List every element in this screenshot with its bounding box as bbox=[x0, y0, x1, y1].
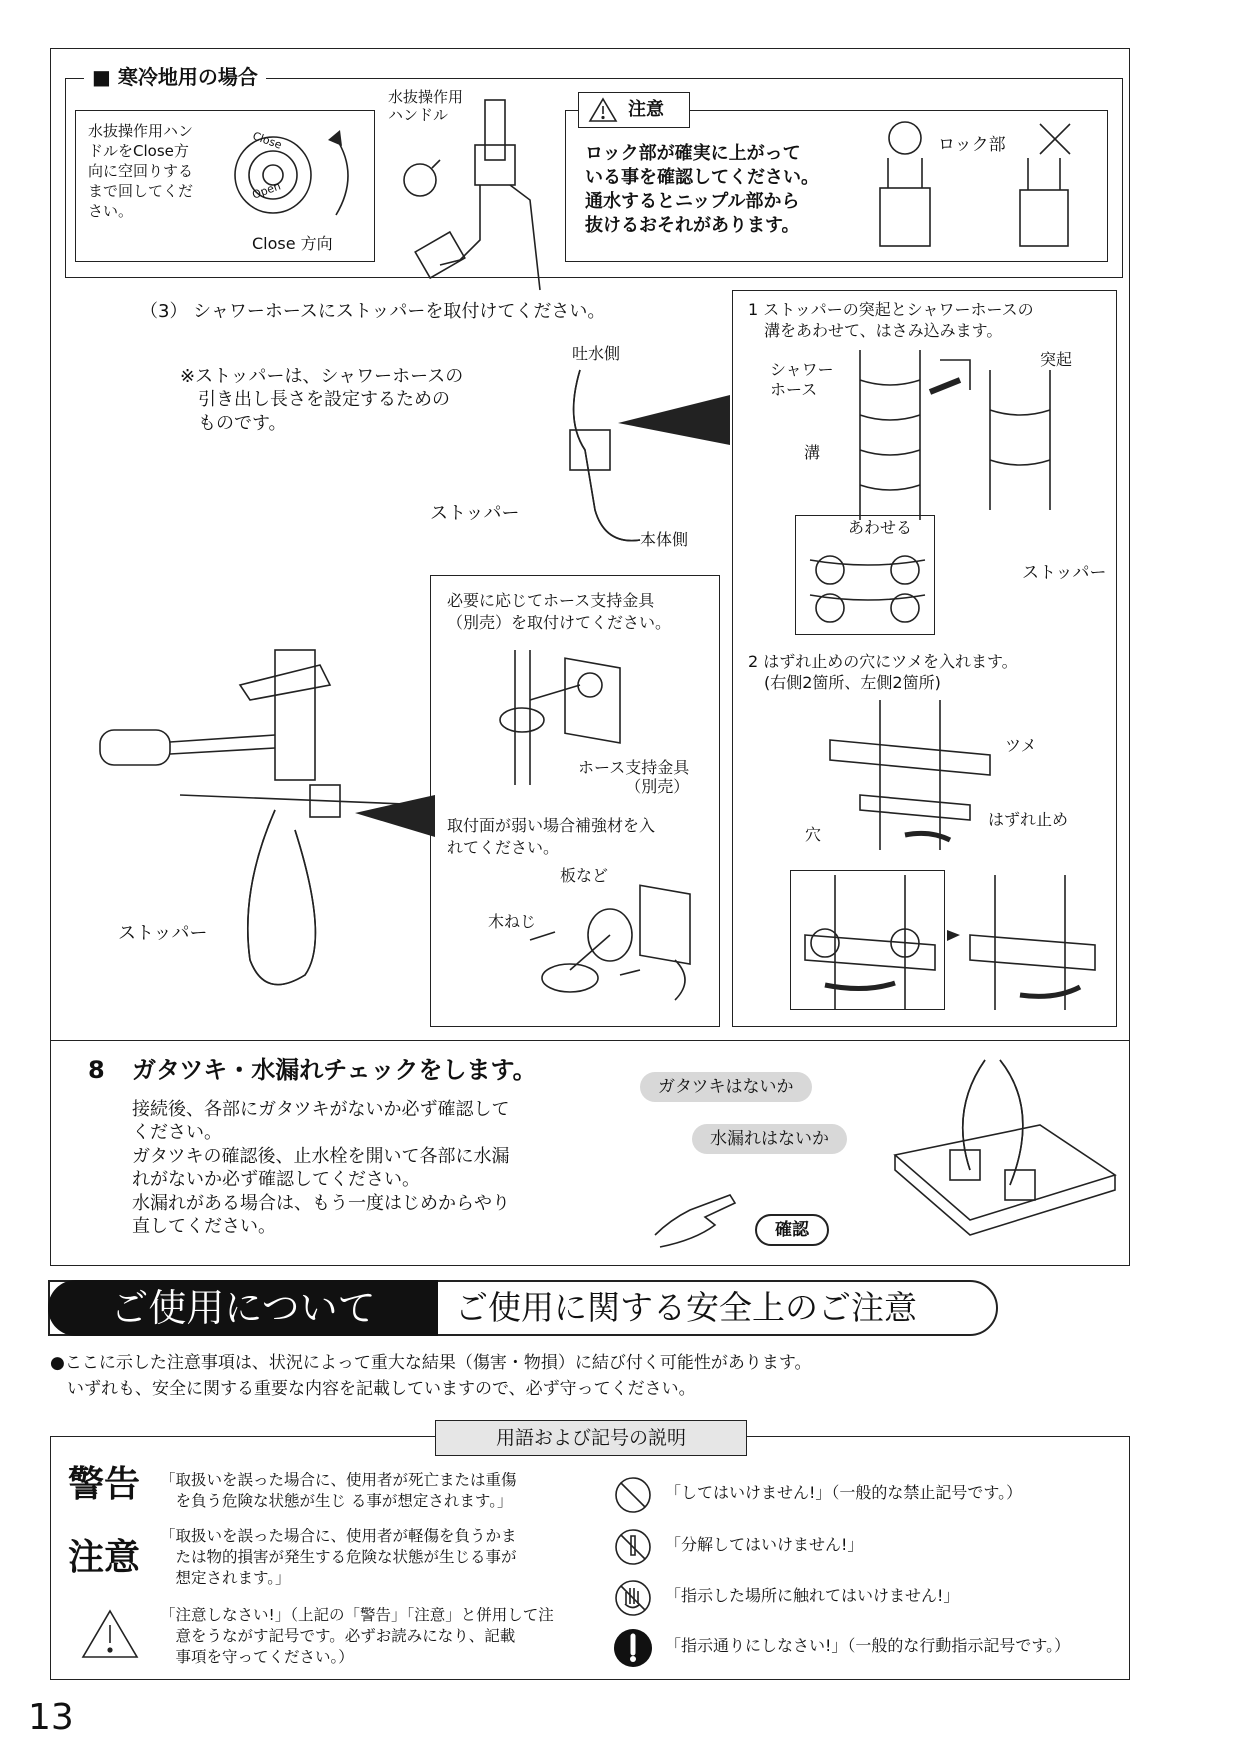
pointing-hand-icon bbox=[650, 1185, 740, 1250]
rattle-check-bubble: ガタツキはないか bbox=[640, 1072, 812, 1102]
step8-text: 接続後、各部にガタツキがないか必ず確認して ください。 ガタツキの確認後、止水栓を開いて各部に水漏 れがないか必ず確認してください。 水漏れがある場合は、もう一度はじめからやり 直してください。 bbox=[132, 1099, 510, 1237]
mandatory-icon bbox=[613, 1628, 653, 1668]
usage-title: ご使用に関する安全上のご注意 bbox=[455, 1288, 917, 1327]
mandatory-text: 「指示通りにしなさい!」（一般的な行動指示記号です。） bbox=[665, 1636, 1071, 1655]
align-label: あわせる bbox=[848, 518, 913, 537]
stopper-label-1: ストッパー bbox=[430, 503, 520, 524]
pointer-triangle-2 bbox=[355, 795, 435, 845]
valve-check-illustration bbox=[890, 1050, 1120, 1250]
caution-text: 「取扱いを誤った場合に、使用者が軽傷を負うかま たは物的損害が発生する危険な状態が生じる事が 想定されます。」 bbox=[160, 1527, 517, 1587]
bracket-text: 必要に応じてホース支持金具 （別売）を取付けてください。 bbox=[447, 591, 672, 632]
caution-badge-text: 注意 bbox=[628, 99, 664, 120]
page-number: 13 bbox=[28, 1697, 74, 1738]
confirm-badge: 確認 bbox=[755, 1214, 829, 1246]
close-direction-label: Close 方向 bbox=[252, 234, 333, 253]
warning-triangle-icon bbox=[588, 97, 618, 123]
lock-part-label: ロック部 bbox=[938, 135, 1006, 155]
cold-region-heading: ■ 寒冷地用の場合 bbox=[84, 64, 266, 90]
lock-caution-text: ロック部が確実に上がって いる事を確認してください。 通水するとニップル部から 抜けるおそれがあります。 bbox=[585, 143, 819, 236]
align-detail-illustration bbox=[800, 540, 935, 635]
screw-label: 木ねじ bbox=[488, 912, 537, 931]
drain-handle-label: 水抜操作用 ハンドル bbox=[388, 88, 464, 124]
step8-divider bbox=[50, 1040, 1130, 1041]
no-disassemble-icon bbox=[613, 1527, 653, 1567]
step8-number: 8 bbox=[88, 1056, 105, 1084]
close-dial-illustration bbox=[228, 120, 368, 250]
warning-word: 警告 bbox=[68, 1464, 141, 1505]
no-touch-text: 「指示した場所に触れてはいけません!」 bbox=[665, 1586, 960, 1605]
attention-triangle-icon bbox=[80, 1608, 140, 1660]
shower-hose-label: シャワー ホース bbox=[770, 360, 834, 399]
legend-title: 用語および記号の説明 bbox=[435, 1420, 747, 1456]
board-label: 板など bbox=[560, 866, 609, 885]
hose-stopper-illustration bbox=[560, 360, 680, 550]
reinforcement-illustration bbox=[525, 860, 700, 1010]
dial-close-text: Close bbox=[250, 129, 284, 152]
no-touch-icon bbox=[613, 1578, 653, 1618]
stopper-assembly-illustration bbox=[850, 350, 1080, 520]
detail-step2-text: 2 はずれ止めの穴にツメを入れます。 (右側2箇所、左側2箇所) bbox=[748, 652, 1018, 692]
claw-inset-illustration bbox=[795, 875, 1095, 1015]
warning-text: 「取扱いを誤った場合に、使用者が死亡または重傷 を負う危険な状態が生じ る事が想定されます。」 bbox=[160, 1471, 517, 1510]
leak-check-bubble: 水漏れはないか bbox=[692, 1124, 847, 1154]
detail-stopper-label: ストッパー bbox=[1022, 563, 1107, 583]
pointer-triangle-1 bbox=[618, 395, 733, 445]
drain-valve-illustration bbox=[380, 90, 560, 280]
hose-bracket-label: ホース支持金具 （別売） bbox=[578, 758, 690, 797]
attention-text: 「注意しなさい!」（上記の「警告」「注意」と併用して注 意をうながす記号です。必ずお読みになり、記載 事項を守ってください。） bbox=[160, 1606, 554, 1666]
caution-word: 注意 bbox=[68, 1537, 141, 1578]
usage-tab: ご使用について bbox=[48, 1280, 438, 1336]
protrusion-label: 突起 bbox=[1040, 350, 1073, 369]
detail-step1-text: 1 ストッパーの突起とシャワーホースの 溝をあわせて、はさみ込みます。 bbox=[748, 300, 1034, 340]
hole-label: 穴 bbox=[805, 825, 822, 844]
groove-label: 溝 bbox=[804, 443, 821, 462]
step3-title: （3） シャワーホースにストッパーを取付けてください。 bbox=[140, 301, 606, 322]
body-side-label: 本体側 bbox=[640, 530, 689, 549]
usage-intro: ●ここに示した注意事項は、状況によって重大な結果（傷害・物損）に結び付く可能性があります。 いずれも、安全に関する重要な内容を記載していますので、必ず守ってください。 bbox=[50, 1353, 812, 1400]
prohibit-icon bbox=[613, 1475, 653, 1515]
reinforce-text: 取付面が弱い場合補強材を入 れてください。 bbox=[447, 816, 656, 857]
retainer-label: はずれ止め bbox=[988, 810, 1069, 829]
handle-instruction-text: 水抜操作用ハン ドルをClose方 向に空回りする まで回してくだ さい。 bbox=[88, 122, 194, 220]
prohibit-text: 「してはいけません!」（一般的な禁止記号です。） bbox=[665, 1483, 1023, 1502]
dial-open-text: Open bbox=[250, 179, 283, 202]
no-disassemble-text: 「分解してはいけません!」 bbox=[665, 1535, 864, 1554]
outlet-side-label: 吐水側 bbox=[572, 344, 621, 363]
stopper-note: ※ストッパーは、シャワーホースの 引き出し長さを設定するための ものです。 bbox=[180, 366, 464, 434]
step8-title: ガタツキ・水漏れチェックをします。 bbox=[132, 1056, 537, 1084]
claw-label: ツメ bbox=[1005, 736, 1037, 755]
stopper-label-2: ストッパー bbox=[118, 923, 208, 944]
